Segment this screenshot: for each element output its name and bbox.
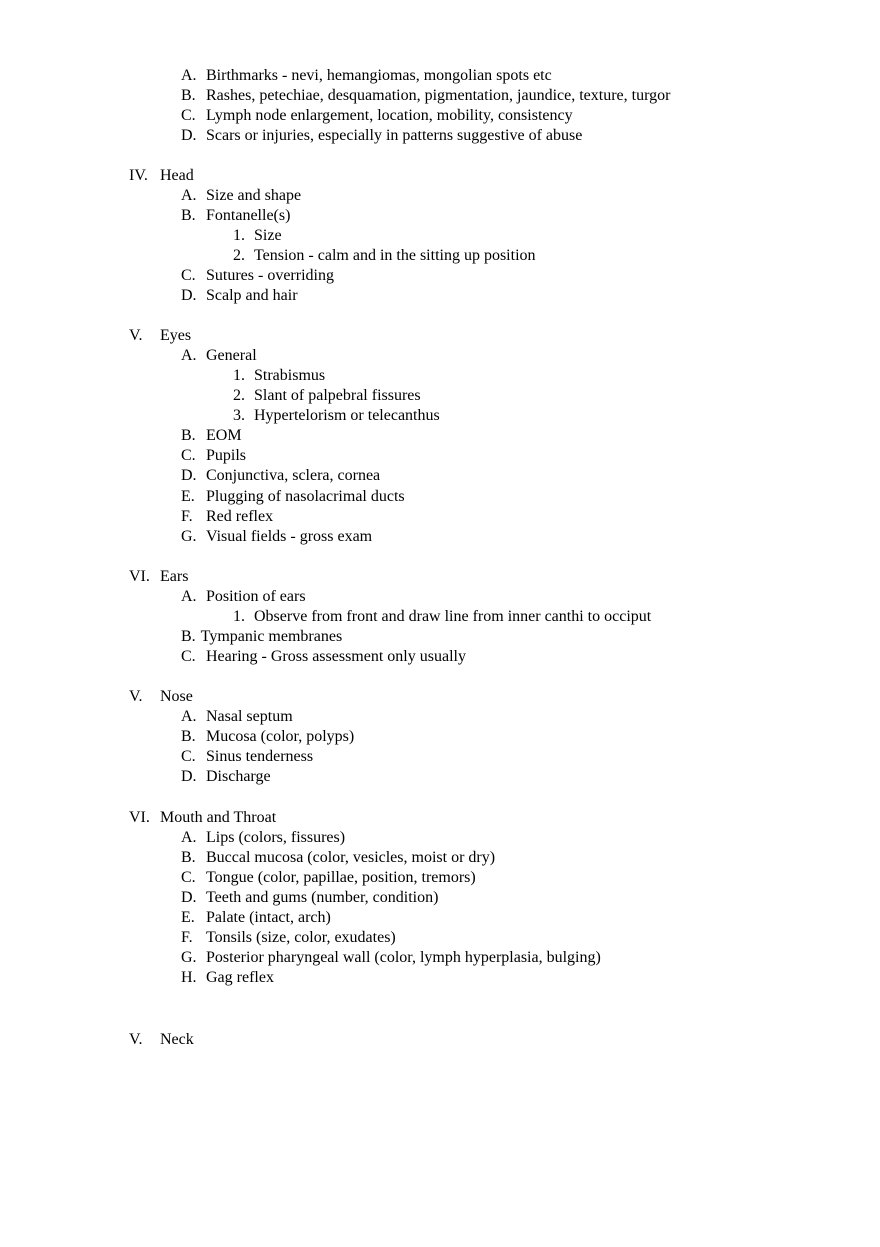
outline-text: Plugging of nasolacrimal ducts [206,488,405,505]
outline-item [181,888,438,908]
outline-marker: 2. [233,387,245,404]
outline-text: Sutures - overriding [206,267,334,284]
outline-text: Scalp and hair [206,287,298,304]
outline-marker: B. [181,849,196,866]
section-heading [129,687,193,707]
outline-marker: E. [181,488,195,505]
outline-marker: V. [129,1031,143,1048]
outline-text: Eyes [160,327,192,344]
outline-marker: C. [181,748,196,765]
outline-item [181,446,246,466]
outline-text: Hearing - Gross assessment only usually [206,648,466,665]
outline-marker: E. [181,909,195,926]
outline-text: Position of ears [206,588,306,605]
outline-item [181,206,290,226]
outline-item [181,126,582,146]
outline-subitem [233,226,282,246]
outline-marker: C. [181,107,196,124]
section-heading [129,567,188,587]
outline-item [181,66,552,86]
outline-marker: G. [181,528,197,545]
outline-text: General [206,347,257,364]
outline-marker: 3. [233,407,245,424]
outline-marker: B. [181,207,196,224]
outline-marker: D. [181,768,197,785]
outline-marker: A. [181,347,197,364]
outline-marker: A. [181,588,197,605]
outline-item [181,587,306,607]
outline-marker: A. [181,829,197,846]
outline-item [181,266,334,286]
outline-item [181,828,345,848]
outline-item [181,868,476,888]
outline-item [181,106,573,126]
outline-marker: A. [181,187,197,204]
outline-text: Mouth and Throat [160,809,277,826]
outline-text: Conjunctiva, sclera, cornea [206,467,381,484]
outline-item [181,507,273,527]
outline-text: Tongue (color, papillae, position, tremors) [206,869,476,886]
outline-text: Tympanic membranes [200,628,343,645]
outline-text: Observe from front and draw line from inner canthi to occiput [254,608,652,625]
outline-marker: 1. [233,367,245,384]
outline-text: Strabismus [254,367,326,384]
outline-marker: G. [181,949,197,966]
outline-marker: A. [181,708,197,725]
outline-item [181,527,372,547]
outline-item [181,727,354,747]
outline-item [181,426,242,446]
outline-subitem [233,366,325,386]
outline-marker: 1. [233,608,245,625]
outline-item [181,627,342,647]
outline-marker: D. [181,287,197,304]
outline-item [181,747,313,767]
outline-text: Red reflex [206,508,274,525]
outline-item [181,286,298,306]
section-heading [129,808,276,828]
outline-item [181,186,301,206]
outline-marker: D. [181,467,197,484]
outline-marker: C. [181,447,196,464]
outline-item [181,707,293,727]
outline-text: Scars or injuries, especially in patterns suggestive of abuse [206,127,583,144]
outline-text: Visual fields - gross exam [206,528,373,545]
outline-marker: F. [181,508,193,525]
outline-text: Hypertelorism or telecanthus [254,407,440,424]
outline-text: Tonsils (size, color, exudates) [206,929,396,946]
outline-marker: C. [181,869,196,886]
outline-text: Nasal septum [206,708,293,725]
outline-text: Slant of palpebral fissures [254,387,421,404]
outline-marker: IV. [129,167,148,184]
outline-text: Tension - calm and in the sitting up position [254,247,536,264]
outline-text: Gag reflex [206,969,274,986]
outline-marker: F. [181,929,193,946]
outline-item [181,346,257,366]
outline-text: Ears [160,568,189,585]
outline-text: Palate (intact, arch) [206,909,331,926]
outline-text: Buccal mucosa (color, vesicles, moist or dry) [206,849,496,866]
outline-text: EOM [206,427,242,444]
outline-item [181,928,396,948]
outline-marker: B. [181,728,196,745]
outline-text: Posterior pharyngeal wall (color, lymph hyperplasia, bulging) [206,949,601,966]
outline-text: Birthmarks - nevi, hemangiomas, mongolian spots etc [206,67,552,84]
outline-marker: 2. [233,247,245,264]
section-heading [129,1030,194,1050]
outline-text: Size and shape [206,187,302,204]
outline-subitem [233,406,440,426]
outline-marker: C. [181,267,196,284]
outline-item [181,948,601,968]
outline-marker: D. [181,889,197,906]
outline-marker: B. [181,628,196,645]
outline-marker: V. [129,327,143,344]
outline-item [181,86,670,106]
outline-item [181,968,274,988]
outline-text: Size [254,227,282,244]
outline-marker: VI. [129,568,150,585]
outline-marker: B. [181,427,196,444]
outline-item [181,848,495,868]
outline-marker: B. [181,87,196,104]
outline-item [181,647,466,667]
outline-item [181,466,380,486]
outline-text: Mucosa (color, polyps) [206,728,355,745]
outline-text: Rashes, petechiae, desquamation, pigmentation, jaundice, texture, turgor [206,87,671,104]
outline-text: Pupils [206,447,247,464]
outline-text: Lymph node enlargement, location, mobility, consistency [206,107,573,124]
outline-text: Fontanelle(s) [206,207,291,224]
outline-text: Nose [160,688,193,705]
outline-text: Teeth and gums (number, condition) [206,889,439,906]
outline-marker: C. [181,648,196,665]
outline-subitem [233,386,421,406]
outline-item [181,487,405,507]
outline-marker: A. [181,67,197,84]
outline-marker: V. [129,688,143,705]
outline-marker: H. [181,969,197,986]
outline-subitem [233,246,536,266]
section-heading [129,326,191,346]
outline-marker: 1. [233,227,245,244]
outline-subitem [233,607,651,627]
section-heading [129,166,194,186]
outline-marker: D. [181,127,197,144]
outline-marker: VI. [129,809,150,826]
outline-text: Discharge [206,768,271,785]
outline-item [181,908,331,928]
outline-text: Neck [160,1031,194,1048]
outline-text: Lips (colors, fissures) [206,829,346,846]
outline-text: Head [160,167,194,184]
outline-text: Sinus tenderness [206,748,314,765]
outline-item [181,767,271,787]
